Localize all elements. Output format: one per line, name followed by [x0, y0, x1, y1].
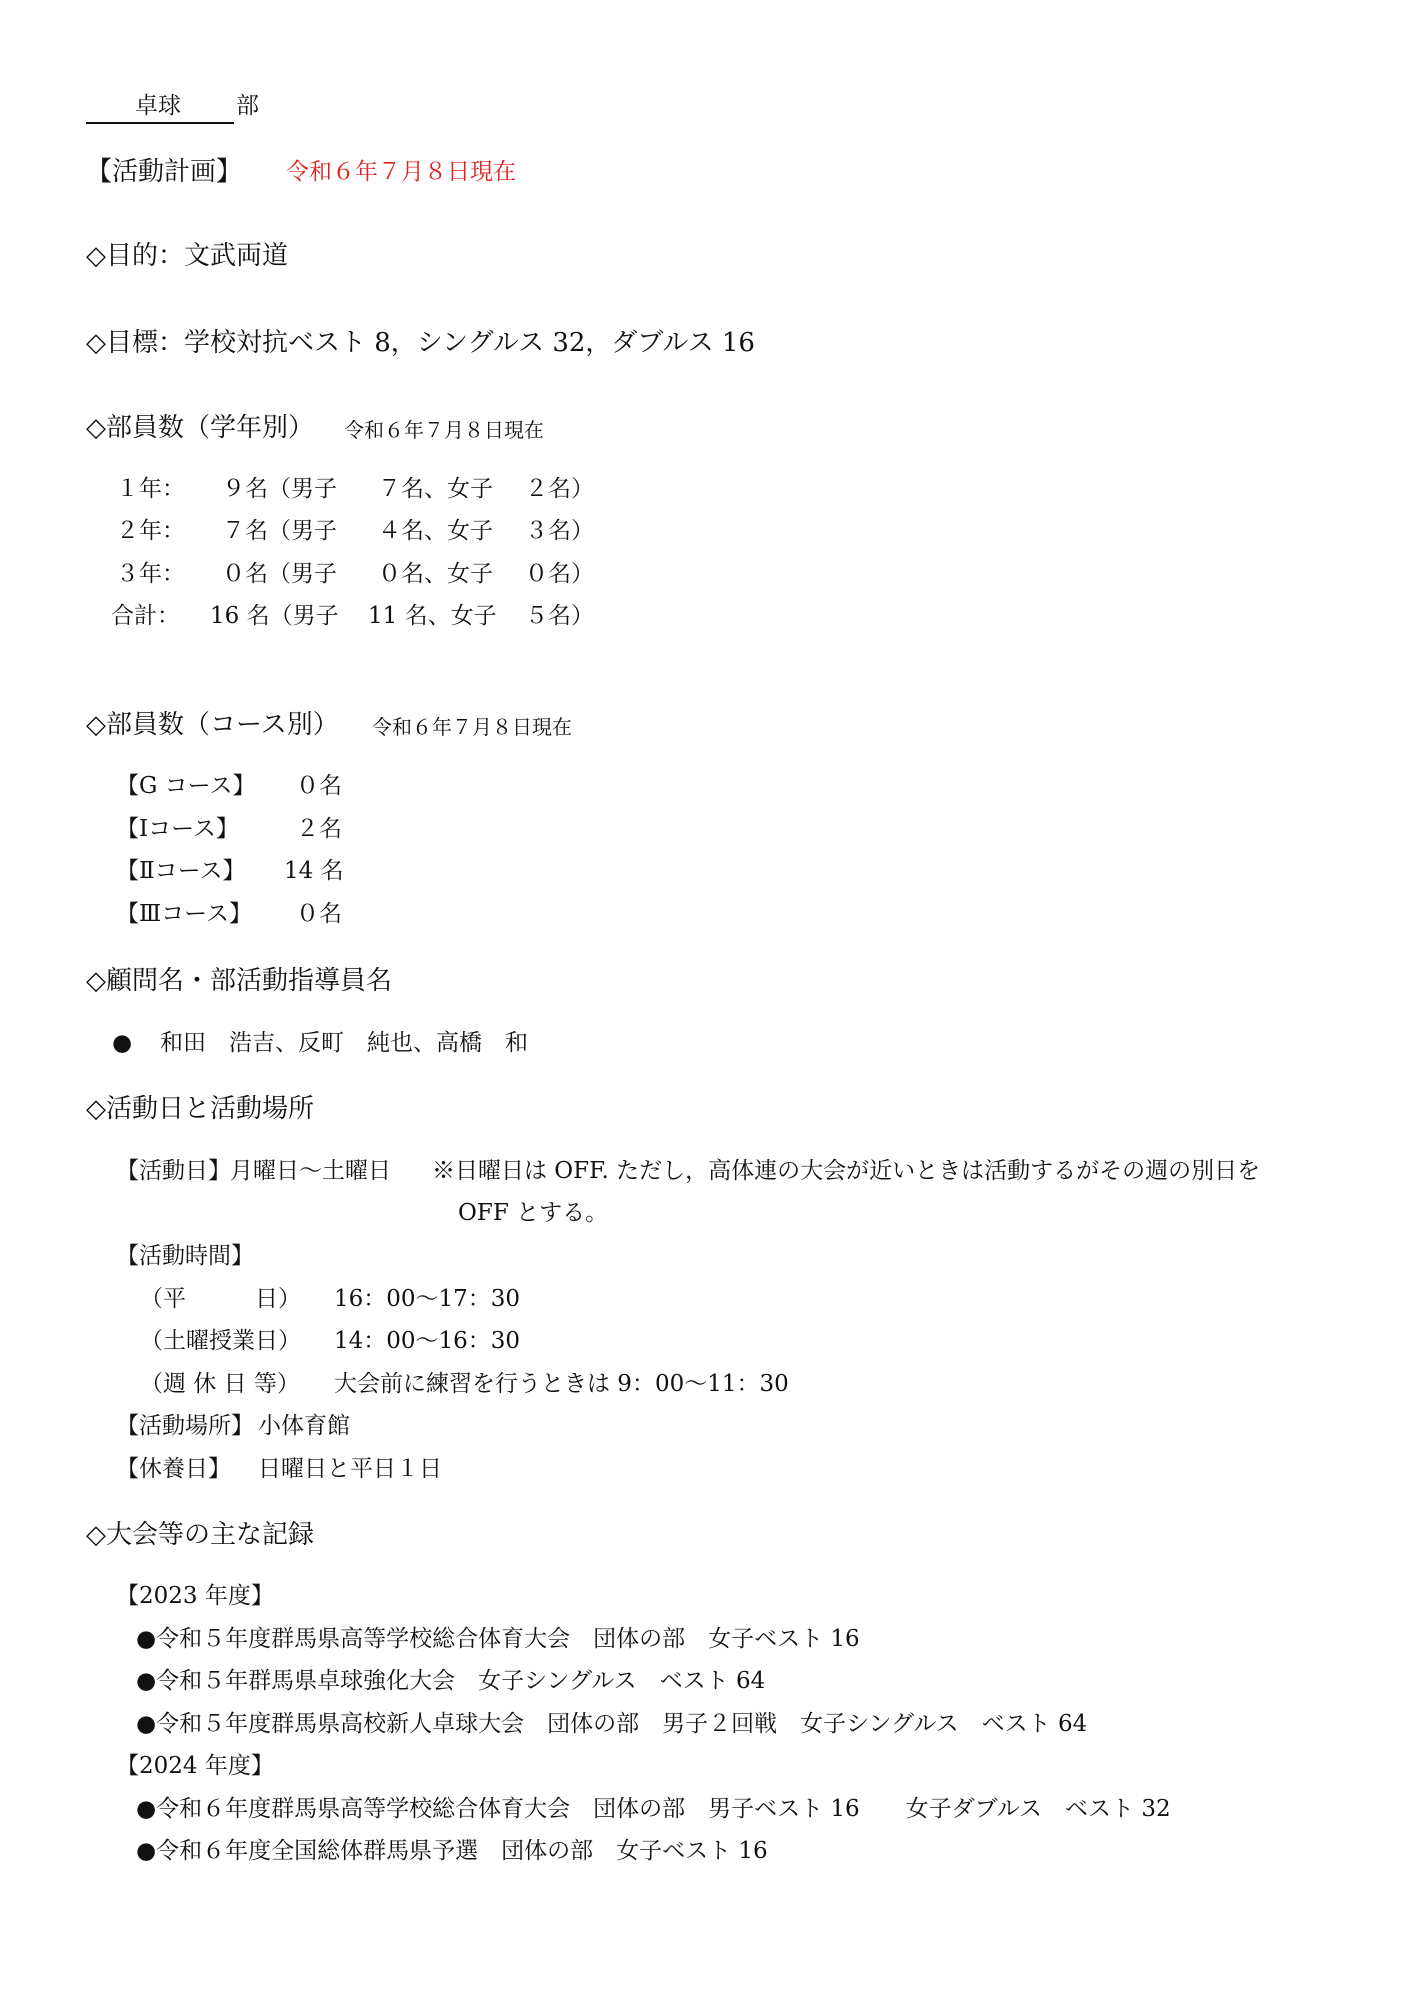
time-label: （週 休 日 等） [140, 1371, 300, 1397]
purpose-line: ◇目的：文武両道 [86, 241, 288, 271]
grade-count: 16 名（男子 [210, 603, 339, 629]
course-label: 【Ⅰコース】 [116, 816, 239, 842]
grade-male: ４名、女子 [378, 518, 493, 544]
advisors-bullet: ● [112, 1030, 133, 1056]
record-item: ●令和５年群馬県卓球強化大会 女子シングルス ベスト 64 [136, 1668, 766, 1694]
goal-line: ◇目標：学校対抗ベスト 8，シングルス 32，ダブルス 16 [86, 328, 755, 358]
club-name-underline [86, 122, 234, 124]
time-value: 大会前に練習を行うときは 9：00～11：30 [334, 1371, 789, 1397]
members-course-date: 令和６年７月８日現在 [372, 715, 572, 739]
activity-days-value: 月曜日～土曜日 [230, 1158, 391, 1184]
advisors-names: 和田 浩吉、反町 純也、高橋 和 [160, 1030, 528, 1056]
records-year-label: 【2024 年度】 [116, 1753, 274, 1779]
activity-note-line1: ※日曜日は OFF. ただし，高体連の大会が近いときは活動するがその週の別日を [432, 1158, 1261, 1184]
grade-count: ７名（男子 [222, 518, 337, 544]
time-label: （土曜授業日） [140, 1328, 301, 1354]
time-label: （平 日） [140, 1286, 301, 1312]
activity-rest-value: 日曜日と平日１日 [258, 1456, 442, 1482]
records-heading: ◇大会等の主な記録 [86, 1520, 314, 1550]
course-count: ０名 [296, 773, 342, 799]
grade-male: ０名、女子 [378, 561, 493, 587]
records-year-label: 【2023 年度】 [116, 1583, 274, 1609]
record-item: ●令和６年度群馬県高等学校総合体育大会 団体の部 男子ベスト 16 女子ダブルス ベスト 32 [136, 1796, 1171, 1822]
activity-time-label: 【活動時間】 [116, 1243, 254, 1269]
course-count: ２名 [296, 816, 342, 842]
course-count: 14 名 [284, 858, 344, 884]
club-suffix: 部 [236, 93, 259, 119]
grade-male: ７名、女子 [378, 476, 493, 502]
grade-female: ２名） [525, 476, 594, 502]
course-label: 【Ⅲコース】 [116, 901, 253, 927]
members-grade-heading: ◇部員数（学年別） [86, 413, 314, 443]
course-count: ０名 [296, 901, 342, 927]
grade-female: ０名） [525, 561, 594, 587]
activity-heading: ◇活動日と活動場所 [86, 1094, 314, 1124]
plan-date: 令和６年７月８日現在 [286, 159, 516, 185]
grade-label: ２年： [116, 518, 185, 544]
time-value: 14：00～16：30 [334, 1328, 521, 1354]
grade-female: ５名） [525, 603, 594, 629]
activity-note-line2: OFF とする。 [458, 1200, 609, 1226]
grade-count: ９名（男子 [222, 476, 337, 502]
grade-label: ３年： [116, 561, 185, 587]
activity-place-label: 【活動場所】 [116, 1413, 254, 1439]
activity-place-value: 小体育館 [258, 1413, 350, 1439]
grade-label: １年： [116, 476, 185, 502]
grade-female: ３名） [525, 518, 594, 544]
course-label: 【G コース】 [116, 773, 256, 799]
grade-label: 合計： [111, 603, 180, 629]
activity-rest-label: 【休養日】 [116, 1456, 231, 1482]
record-item: ●令和６年度全国総体群馬県予選 団体の部 女子ベスト 16 [136, 1838, 768, 1864]
course-label: 【Ⅱコース】 [116, 858, 246, 884]
time-value: 16：00～17：30 [334, 1286, 521, 1312]
activity-days-label: 【活動日】 [116, 1158, 231, 1184]
members-course-heading: ◇部員数（コース別） [86, 710, 339, 740]
members-grade-date: 令和６年７月８日現在 [344, 418, 544, 442]
record-item: ●令和５年度群馬県高校新人卓球大会 団体の部 男子２回戦 女子シングルス ベスト 64 [136, 1711, 1088, 1737]
advisors-heading: ◇顧問名・部活動指導員名 [86, 966, 392, 996]
grade-male: 11 名、女子 [368, 603, 497, 629]
record-item: ●令和５年度群馬県高等学校総合体育大会 団体の部 女子ベスト 16 [136, 1626, 860, 1652]
plan-title: 【活動計画】 [86, 157, 243, 187]
grade-count: ０名（男子 [222, 561, 337, 587]
club-name: 卓球 [135, 93, 181, 119]
